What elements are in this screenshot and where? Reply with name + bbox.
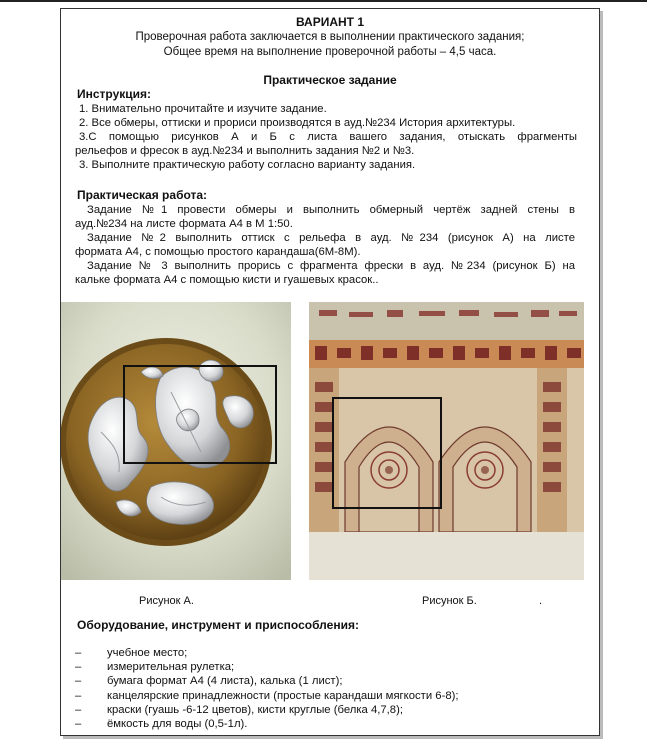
- equipment-item: – канцелярские принадлежности (простые карандаши мягкости 6-8);: [75, 690, 459, 702]
- figure-b-caption: Рисунок Б.: [422, 595, 477, 607]
- instruction-item-4: 3. Выполните практическую работу согласно варианту задания.: [79, 159, 416, 171]
- equipment-item: – краски (гуашь -6-12 цветов), кисти круглые (белка 4,7,8);: [75, 704, 403, 716]
- figure-b-fresco-image: [309, 302, 584, 580]
- practical-task-title: Практическое задание: [263, 73, 397, 87]
- task-2-line-b: формата А4, с помощью простого карандаша(6М-8М).: [75, 246, 361, 258]
- variant-title: ВАРИАНТ 1: [295, 15, 365, 29]
- equipment-item: – бумага формат А4 (4 листа), калька (1 лист);: [75, 675, 343, 687]
- instruction-item-3a: 3.С помощью рисунков А и Б с листа вашего задания, отыскать фрагменты: [79, 131, 577, 143]
- task-2-line-a: Задание №2 выполнить оттиск с рельефа в ауд. №234 (рисунок А) на листе: [87, 232, 575, 244]
- intro-line-1: Проверочная работа заключается в выполнении практического задания;: [135, 31, 525, 43]
- instruction-item-1: 1. Внимательно прочитайте и изучите задание.: [79, 103, 327, 115]
- practical-work-heading: Практическая работа:: [77, 188, 208, 202]
- task-1-line-b: ауд.№234 на листе формата А4 в М 1:50.: [75, 218, 293, 230]
- equipment-heading: Оборудование, инструмент и приспособления:: [77, 618, 359, 632]
- instruction-item-2: 2. Все обмеры, оттиски и прориси производятся в ауд.№234 История архитектуры.: [79, 117, 516, 129]
- equipment-item: – учебное место;: [75, 647, 188, 659]
- equipment-item: – измерительная рулетка;: [75, 661, 235, 673]
- task-3-line-a: Задание № 3 выполнить прорись с фрагмента фрески в ауд. №234 (рисунок Б) на: [87, 260, 575, 272]
- top-border-line: [0, 0, 647, 2]
- caption-dot: .: [539, 595, 543, 607]
- intro-line-2: Общее время на выполнение проверочной работы – 4,5 часа.: [163, 46, 497, 58]
- document-page: [60, 8, 600, 736]
- instruction-item-3b: рельефов и фресок в ауд.№234 и выполнить задания №2 и №3.: [75, 145, 415, 157]
- figure-a-caption: Рисунок А.: [139, 595, 194, 607]
- equipment-item: – ёмкость для воды (0,5-1л).: [75, 718, 248, 730]
- task-3-line-b: кальке формата А4 с помощью кисти и гуашевых красок..: [75, 274, 379, 286]
- task-1-line-a: Задание №1 провести обмеры и выполнить обмерный чертёж задней стены в: [87, 204, 575, 216]
- instructions-heading: Инструкция:: [77, 87, 152, 101]
- figure-a-relief-image: [61, 302, 291, 580]
